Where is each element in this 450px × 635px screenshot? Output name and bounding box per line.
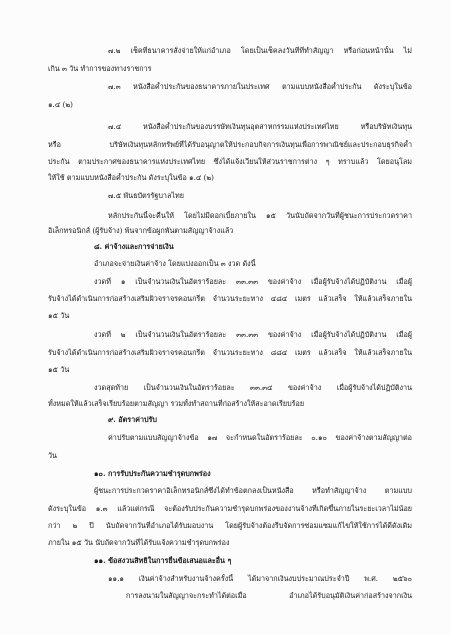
section-heading: ๑๐. การรับประกันความชำรุดบกพร่อง [94, 469, 211, 478]
text-line: ประกัน ตามประกาศของธนาคารแห่งประเทศไทย ซึ่งได้แจ้งเวียนให้ส่วนราชการต่าง ๆ ทราบแล้ว โดยอนุโลม [48, 157, 412, 166]
text-line: ทั้งหมดให้แล้วเสร็จเรียบร้อยตามสัญญา รวมทั้งทำสถานที่ก่อสร้างให้สะอาดเรียบร้อย [48, 399, 305, 408]
text-line: อำเภอจะจ่ายเงินค่าจ้าง โดยแบ่งออกเป็น ๓ งวด ดังนี้ [94, 259, 256, 268]
text-line: อิเล็กทรอนิกส์ (ผู้รับจ้าง) พ้นจากข้อผูกพันตามสัญญาจ้างแล้ว [48, 226, 234, 235]
text-line: การลงนามในสัญญาจะกระทำได้ต่อเมื่อ อำเภอได้รับอนุมัติเงินค่าก่อสร้างจากเงิน [126, 591, 412, 600]
text-line: รับจ้างได้ดำเนินการก่อสร้างเสริมผิวจราจรคอนกรีต จำนวนระยะทาง ๔๘๔ เมตร แล้วเสร็จ ให้แล้วเสร็จภายใน [48, 294, 412, 303]
text-line: วัน [48, 451, 57, 460]
text-line: ให้ใช้ ตามแบบหนังสือค้ำประกัน ดังระบุในข้อ ๑.๔ (๒) [48, 173, 214, 182]
text-line: ๗.๕ พันธบัตรรัฐบาลไทย [108, 191, 184, 200]
text-line: ดังระบุในข้อ ๑.๓ แล้วแต่กรณี จะต้องรับประกันความชำรุดบกพร่องของงานจ้างที่เกิดขึ้นภายในระยะเวลาไม่น้อย [48, 504, 412, 513]
text-line: งวดที่ ๒ เป็นจำนวนเงินในอัตราร้อยละ ๓๓.๓๓ ของค่าจ้าง เมื่อผู้รับจ้างได้ปฏิบัติงาน เมื่อผู้ [94, 330, 412, 339]
text-line: ๗.๒ เช็คที่ธนาคารสั่งจ่ายให้แก่อำเภอ โดยเป็นเช็คลงวันที่ที่ทำสัญญา หรือก่อนหน้านั้น ไม่ [108, 46, 412, 55]
text-line: ๗.๓ หนังสือค้ำประกันของธนาคารภายในประเทศ ตามแบบหนังสือค้ำประกัน ดังระบุในข้อ [108, 82, 412, 91]
text-line: งวดที่ ๑ เป็นจำนวนเงินในอัตราร้อยละ ๓๓.๓๓ ของค่าจ้าง เมื่อผู้รับจ้างได้ปฏิบัติงาน เมื่อผู้ [94, 277, 412, 286]
text-line: ๑.๔ (๒) [48, 100, 73, 109]
text-line: ผู้ชนะการประกวดราคาอิเล็กทรอนิกส์ซึ่งได้ทำข้อตกลงเป็นหนังสือ หรือทำสัญญาจ้าง ตามแบบ [94, 486, 412, 495]
text-line: ๑๑.๑ เงินค่าจ้างสำหรับงานจ้างครั้งนี้ ได้มาจากเงินงบประมาณประจำปี พ.ศ. ๒๕๖๐ [108, 574, 412, 583]
text-line: หรือ บริษัทเงินทุนหลักทรัพย์ที่ได้รับอนุญาตให้ประกอบกิจการเงินทุนเพื่อการพาณิชย์และประกอบธุรกิจค้ำ [48, 140, 412, 149]
text-line: ๗.๔ หนังสือค้ำประกันของบรรษัทเงินทุนอุตสาหกรรมแห่งประเทศไทย หรือบริษัทเงินทุน [108, 122, 412, 131]
text-line: ค่าปรับตามแบบสัญญาจ้างข้อ ๑๗ จะกำหนดในอัตราร้อยละ ๐.๑๐ ของค่าจ้างตามสัญญาต่อ [108, 433, 412, 442]
text-line: ๑๕ วัน [48, 365, 70, 374]
text-line: งวดสุดท้าย เป็นจำนวนเงินในอัตราร้อยละ ๓๓.๓๔ ของค่าจ้าง เมื่อผู้รับจ้างได้ปฏิบัติงาน [94, 383, 412, 392]
text-line: หลักประกันนี้จะคืนให้ โดยไม่มีดอกเบี้ยภายใน ๑๕ วันนับถัดจากวันที่ผู้ชนะการประกวดราคา [108, 211, 412, 220]
section-heading: ๘. ค่าจ้างและการจ่ายเงิน [94, 242, 174, 251]
section-heading: ๙. อัตราค่าปรับ [108, 415, 157, 424]
text-line: ๑๕ วัน [48, 311, 70, 320]
text-line: รับจ้างได้ดำเนินการก่อสร้างเสริมผิวจราจรคอนกรีต จำนวนระยะทาง ๘๘๔ เมตร แล้วเสร็จ ให้แล้วเสร็จภายใน [48, 348, 412, 357]
text-line: กว่า ๒ ปี นับถัดจากวันที่อำเภอได้รับมอบงาน โดยผู้รับจ้างต้องรีบจัดการซ่อมแซมแก้ไขให้ใช้การได้ดีดังเดิม [48, 521, 412, 530]
text-line: เกิน ๓ วัน ทำการของทางราชการ [48, 64, 152, 73]
text-line: ภายใน ๑๕ วัน นับถัดจากวันที่ได้รับแจ้งความชำรุดบกพร่อง [48, 538, 230, 547]
section-heading: ๑๑. ข้อสงวนสิทธิในการยื่นข้อเสนอและอื่น ๆ [94, 556, 232, 565]
